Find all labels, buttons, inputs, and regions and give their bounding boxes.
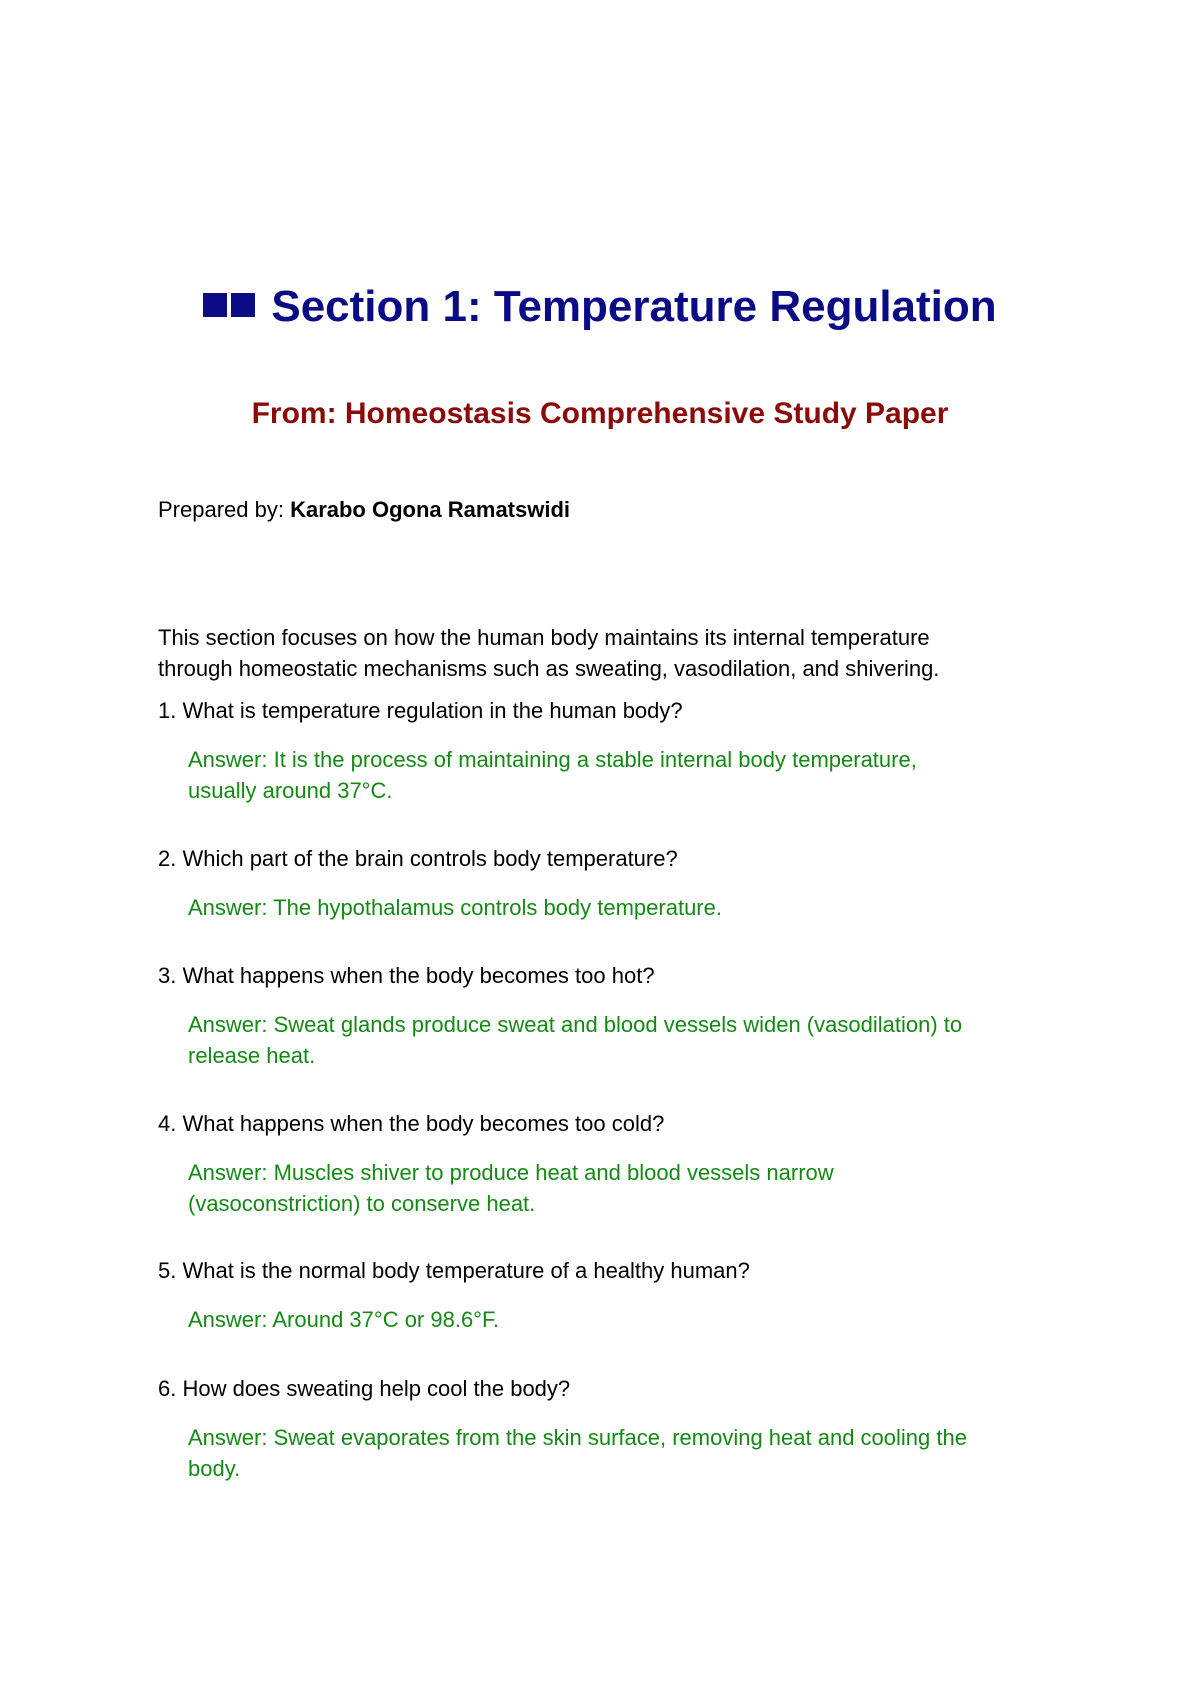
section-subtitle: From: Homeostasis Comprehensive Study Paper <box>251 397 949 430</box>
answer-line: Answer: Sweat evaporates from the skin surface, removing heat and cooling the <box>188 1425 967 1450</box>
answer-line: (vasoconstriction) to conserve heat. <box>188 1191 536 1216</box>
qa-item-4 <box>158 1108 1058 1219</box>
qa-item-3 <box>158 960 1058 1071</box>
qa-item-2 <box>158 843 1058 923</box>
intro-line: through homeostatic mechanisms such as sweating, vasodilation, and shivering. <box>158 656 940 681</box>
answer-line: Answer: Sweat glands produce sweat and blood vessels widen (vasodilation) to <box>188 1012 963 1037</box>
question-text: 4. What happens when the body becomes too cold? <box>158 1111 665 1136</box>
answer-line: Answer: It is the process of maintaining a stable internal body temperature, <box>188 747 917 772</box>
answer-line: Answer: Around 37°C or 98.6°F. <box>188 1307 500 1332</box>
answer-line: usually around 37°C. <box>188 778 393 803</box>
prepared-by <box>158 497 570 523</box>
answer-text <box>188 744 1058 806</box>
intro-paragraph <box>158 622 1058 684</box>
author-name: Karabo Ogona Ramatswidi <box>290 497 571 522</box>
intro-line: This section focuses on how the human body maintains its internal temperature <box>158 625 930 650</box>
prepared-by-label: Prepared by: <box>158 497 291 522</box>
square-bullet-icon <box>203 293 227 317</box>
answer-text <box>188 1422 1058 1484</box>
answer-text <box>188 1157 1058 1219</box>
qa-item-6 <box>158 1373 1058 1484</box>
question-text: 5. What is the normal body temperature of a healthy human? <box>158 1258 750 1283</box>
question-text: 3. What happens when the body becomes too hot? <box>158 963 655 988</box>
answer-line: body. <box>188 1456 241 1481</box>
square-bullet-icon <box>231 293 255 317</box>
answer-text <box>188 1304 1058 1335</box>
answer-line: Answer: Muscles shiver to produce heat and blood vessels narrow <box>188 1160 834 1185</box>
answer-line: Answer: The hypothalamus controls body temperature. <box>188 895 722 920</box>
section-title <box>0 282 1200 332</box>
question-text: 2. Which part of the brain controls body temperature? <box>158 846 678 871</box>
question-text: 6. How does sweating help cool the body? <box>158 1376 571 1401</box>
qa-item-5 <box>158 1255 1058 1335</box>
answer-text <box>188 1009 1058 1071</box>
section-title-text: Section 1: Temperature Regulation <box>271 282 997 331</box>
answer-line: release heat. <box>188 1043 316 1068</box>
answer-text <box>188 892 1058 923</box>
qa-item-1 <box>158 695 1058 806</box>
question-text: 1. What is temperature regulation in the human body? <box>158 698 683 723</box>
